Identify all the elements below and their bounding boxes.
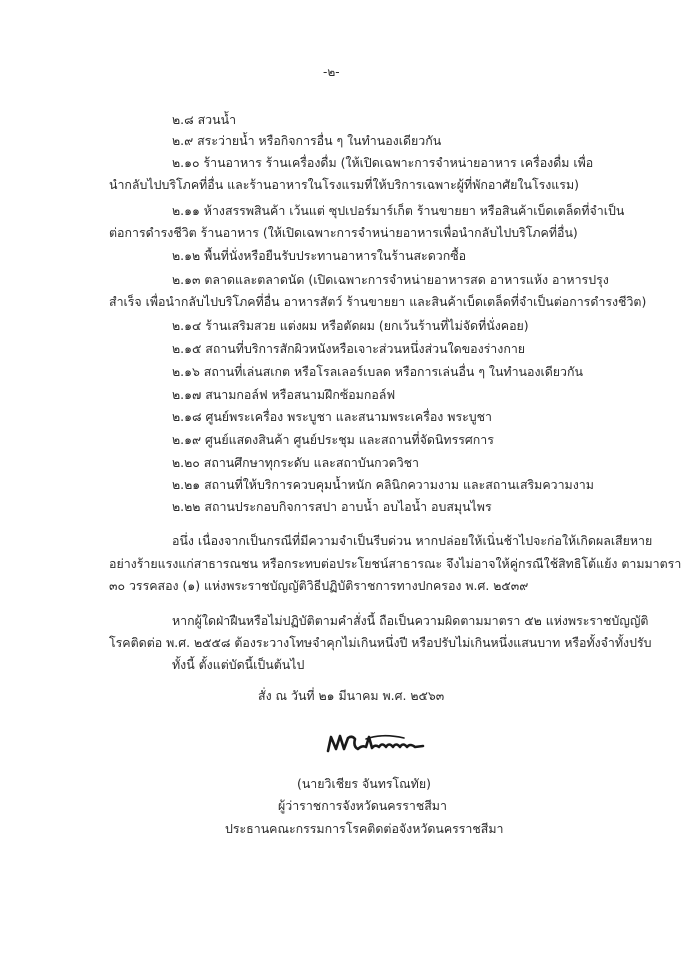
list-item: ๒.๒๐ สถานศึกษาทุกระดับ และสถาบันกวดวิชา	[172, 455, 420, 470]
paragraph-line: อย่างร้ายแรงแก่สาธารณชน หรือกระทบต่อประโยชน์สาธารณะ จึงไม่อาจให้คู่กรณีใช้สิทธิโต้แย้ง ตามมาตรา	[109, 556, 682, 571]
paragraph-line: ๓๐ วรรคสอง (๑) แห่งพระราชบัญญัติวิธีปฏิบัติราชการทางปกครอง พ.ศ. ๒๕๓๙	[109, 578, 529, 593]
list-item: ๒.๒๒ สถานประกอบกิจการสปา อาบน้ำ อบไอน้ำ อบสมุนไพร	[172, 499, 492, 514]
signer-title: ผู้ว่าราชการจังหวัดนครราชสีมา	[278, 798, 447, 813]
paragraph-line: อนึ่ง เนื่องจากเป็นกรณีที่มีความจำเป็นรีบด่วน หากปล่อยให้เนิ่นช้าไปจะก่อให้เกิดผลเสียหาย	[172, 533, 653, 548]
list-item: ๒.๑๗ สนามกอล์ฟ หรือสนามฝึกซ้อมกอล์ฟ	[172, 387, 396, 402]
list-item: ๒.๒๑ สถานที่ให้บริการควบคุมน้ำหนัก คลินิกความงาม และสถานเสริมความงาม	[172, 477, 594, 492]
list-item: ๒.๑๙ ศูนย์แสดงสินค้า ศูนย์ประชุม และสถานที่จัดนิทรรศการ	[172, 432, 494, 447]
list-item: ๒.๑๓ ตลาดและตลาดนัด (เปิดเฉพาะการจำหน่ายอาหารสด อาหารแห้ง อาหารปรุง	[172, 272, 609, 287]
signature-image	[322, 727, 432, 761]
list-item: ๒.๑๔ ร้านเสริมสวย แต่งผม หรือตัดผม (ยกเว้นร้านที่ไม่จัดที่นั่งคอย)	[172, 318, 529, 333]
list-item: ๒.๙ สระว่ายน้ำ หรือกิจการอื่น ๆ ในทำนองเดียวกัน	[172, 133, 442, 148]
signer-name: (นายวิเชียร จันทรโณทัย)	[297, 776, 431, 791]
signer-role: ประธานคณะกรรมการโรคติดต่อจังหวัดนครราชสีมา	[225, 821, 504, 836]
list-item-continuation: ต่อการดำรงชีวิต ร้านอาหาร (ให้เปิดเฉพาะการจำหน่ายอาหารเพื่อนำกลับไปบริโภคที่อื่น)	[109, 225, 578, 240]
list-item-continuation: สำเร็จ เพื่อนำกลับไปบริโภคที่อื่น อาหารสัตว์ ร้านขายยา และสินค้าเบ็ดเตล็ดที่จำเป็นต่อการดำรงชีวิต)	[109, 294, 647, 309]
page-number: -๒-	[323, 65, 340, 79]
order-date: สั่ง ณ วันที่ ๒๑ มีนาคม พ.ศ. ๒๕๖๓	[258, 688, 445, 703]
list-item: ๒.๑๑ ห้างสรรพสินค้า เว้นแต่ ซุปเปอร์มาร์เก็ต ร้านขายยา หรือสินค้าเบ็ดเตล็ดที่จำเป็น	[172, 203, 625, 218]
list-item: ๒.๑๐ ร้านอาหาร ร้านเครื่องดื่ม (ให้เปิดเฉพาะการจำหน่ายอาหาร เครื่องดื่ม เพื่อ	[172, 155, 594, 170]
list-item: ๒.๘ สวนน้ำ	[172, 112, 237, 127]
list-item: ๒.๑๘ ศูนย์พระเครื่อง พระบูชา และสนามพระเครื่อง พระบูชา	[172, 409, 492, 424]
list-item: ๒.๑๖ สถานที่เล่นสเกต หรือโรลเลอร์เบลด หรือการเล่นอื่น ๆ ในทำนองเดียวกัน	[172, 364, 583, 379]
list-item: ๒.๑๒ พื้นที่นั่งหรือยืนรับประทานอาหารในร้านสะดวกซื้อ	[172, 248, 467, 263]
paragraph-line: โรคติดต่อ พ.ศ. ๒๕๕๘ ต้องระวางโทษจำคุกไม่เกินหนึ่งปี หรือปรับไม่เกินหนึ่งแสนบาท หรือทั้งจำทั้งปรับ	[109, 635, 652, 650]
effective-clause: ทั้งนี้ ตั้งแต่บัดนี้เป็นต้นไป	[172, 657, 305, 672]
paragraph-line: หากผู้ใดฝ่าฝืนหรือไม่ปฏิบัติตามคำสั่งนี้ ถือเป็นความผิดตามมาตรา ๕๒ แห่งพระราชบัญญัติ	[172, 613, 649, 628]
list-item: ๒.๑๕ สถานที่บริการสักผิวหนังหรือเจาะส่วนหนึ่งส่วนใดของร่างกาย	[172, 341, 526, 356]
list-item-continuation: นำกลับไปบริโภคที่อื่น และร้านอาหารในโรงแรมที่ให้บริการเฉพาะผู้ที่พักอาศัยในโรงแรม)	[109, 177, 579, 192]
